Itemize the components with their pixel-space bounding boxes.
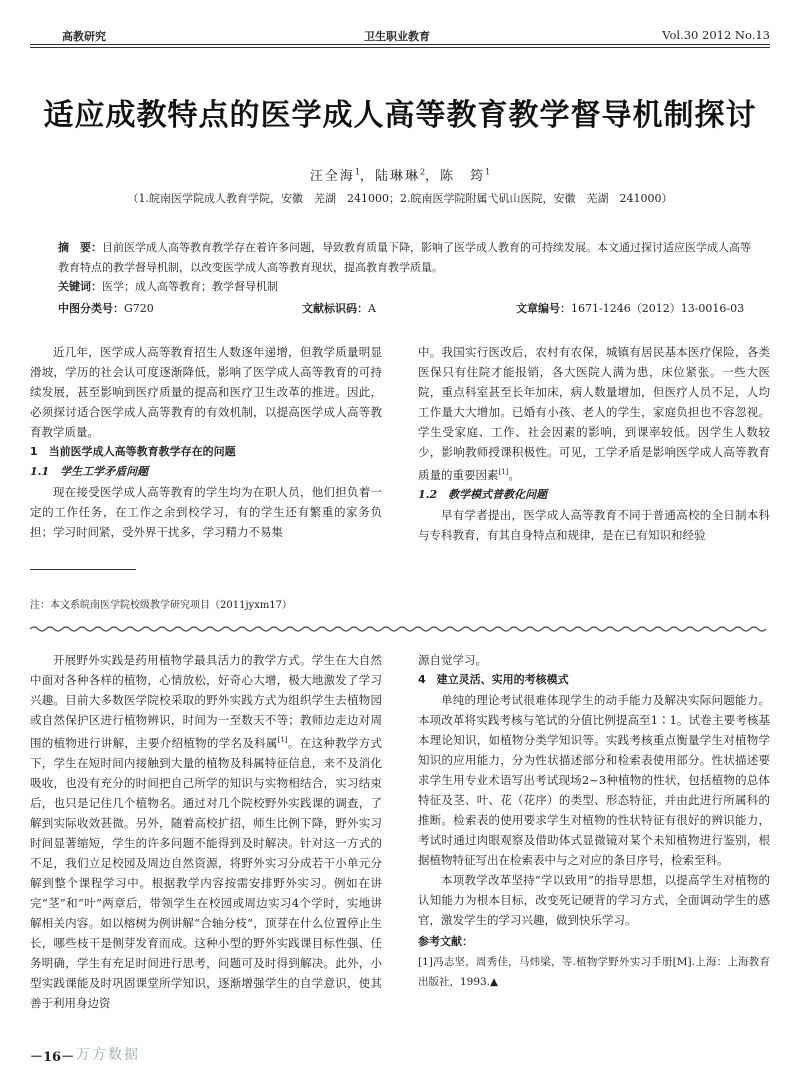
author-line: 汪全海$^1$，陆琳琳$^2$，陈 筠$^1$	[309, 167, 491, 184]
header-section: 高教研究	[62, 30, 106, 43]
page-number: －16－	[30, 1050, 75, 1065]
paragraph: 近几年，医学成人高等教育招生人数逐年递增，但教学质量明显滑坡，学历的社会认可度逐渐降低，影响了医学成人高等教育的可持续发展，甚至影响到医疗质量的提高和医疗卫生改革的推进。因此，必须探讨适合医学成人高等教育的有效机制，以提高医学成人高等教育教学质量。	[30, 345, 382, 439]
lower-right-column	[418, 650, 770, 992]
header-volume: Vol.30 2012 No.13	[662, 28, 770, 42]
citation: [1]	[277, 736, 288, 744]
paragraph-end: 。	[508, 467, 520, 482]
abstract-text: 目前医学成人高等教育教学存在着许多问题，导致教育质量下降，影响了医学成人教育的可持续发展。本文通过探讨适应医学成人高等教育特点的教学督导机制，以改变医学成人高等教育现状，提高教育教学质量。	[58, 241, 751, 274]
paragraph-text: 中。我国实行医改后，农村有农保，城镇有居民基本医疗保险，各类医保只有住院才能报销，各大医院人满为患，床位紧张。一些大医院，重点科室甚至长年加床，病人数量增加，但医疗人员不足，人均工作量大大增加。已婚有小孩、老人的学生，家庭负担也不容忽视。学生受家庭、工作、社会因素的影响，到课率较低。因学生人数较少，影响教师授课积极性。可见，工学矛盾是影响医学成人高等教育质量的重要因素	[418, 345, 770, 482]
doc-value: A	[368, 302, 376, 315]
article-title: 适应成教特点的医学成人高等教育教学督导机制探讨	[43, 98, 757, 133]
author-name: 汪全海	[309, 169, 355, 184]
subsection-heading: 1.1 学生工学矛盾问题	[30, 465, 149, 478]
author-sup: 1	[485, 167, 491, 177]
clc-label: 中图分类号：	[58, 302, 124, 315]
paragraph-text: 。在这种教学方式下，学生在短时间内接触到大量的植物及科属特征信息，来不及消化吸收，也没有充分的时间把自己所学的知识与实物相结合，实习结束后，也只是记住几个植物名。通过对几个院校野外实践课的调查，了解到实际收效甚微。另外，随着高校扩招，师生比例下降，野外实习时间显著缩短，学生的许多问题不能得到及时解决。针对这一方式的不足，我们立足校园及周边自然资源，将野外实习分成若干小单元分解到整个课程学习中。根据教学内容按需安排野外实习。例如在讲完“茎”和“叶”两章后，带领学生在校园或周边实习4个学时，实地讲解相关内容。如以榕树为例讲解“合轴分枝”，顶芽在什么位置停止生长，哪些枝干是侧芽发育而成。这种小型的野外实践课目标性强、任务明确，学生有充足时间进行思考，问题可及时得到解决。此外，小型实践课能及时巩固课堂所学知识，逐渐增强学生的自学意识，使其善于利用身边资	[30, 735, 383, 1010]
author-sup: 1	[354, 167, 360, 177]
abstract	[58, 238, 758, 278]
author-name: 陈 筠	[440, 169, 486, 184]
citation: [1]	[498, 468, 509, 476]
paragraph-text: 开展野外实践是药用植物学最具活力的教学方式。学生在大自然中面对各种各样的植物，心情放松，好奇心大增，极大地激发了学习兴趣。目前大多数医学院校采取的野外实践方式为组织学生去植物园或自然保护区进行植物辨识，时间为一至数天不等；教师边走边对周围的植物进行讲解，主要介绍植物的学名及科属	[30, 653, 382, 750]
clc-value: G720	[124, 302, 154, 315]
keywords-text: 医学；成人高等教育；教学督导机制	[102, 280, 278, 293]
art-label: 文章编号：	[516, 302, 571, 315]
abstract-label: 摘 要：	[58, 241, 102, 254]
watermark: 万方数据	[76, 1047, 140, 1063]
section-heading: 4 建立灵活、实用的考核模式	[418, 673, 569, 686]
paragraph	[418, 342, 770, 485]
page-separator	[30, 624, 770, 634]
art-value: 1671-1246（2012）13-0016-03	[571, 302, 745, 315]
header-rule	[30, 44, 770, 45]
paragraph: 单纯的理论考试很难体现学生的动手能力及解决实际问题能力。本项改革将实践考核与笔试的分值比例提高至1∶1。试卷主要考核基本理论知识，如植物分类学知识等。实践考核重点衡量学生对植物学知识的应用能力，分为性状描述部分和检索表使用部分。性状描述要求学生用专业术语写出考试现场2~3种植物的性状，包括植物的总体特征及茎、叶、花（花序）的类型、形态特征，并由此进行所属科的推断。检索表的使用要求学生对植物的性状特征有很好的辨识能力，考试时通过肉眼观察及借助体式显微镜对某个未知植物进行鉴别，根据植物特征写出在检索表中与之对应的条目序号，检索至科。	[418, 693, 770, 867]
paragraph: 本项教学改革坚持“学以致用”的指导思想，以提高学生对植物的认知能力为根本目标，改变死记硬背的学习方式，全面调动学生的感官，激发学生的学习兴趣，做到快乐学习。	[418, 873, 770, 927]
paragraph: 现在接受医学成人高等教育的学生均为在职人员，他们担负着一定的工作任务，在工作之余到校学习，有的学生还有繁重的家务负担；学习时间紧，受外界干扰多，学习精力不易集	[30, 485, 382, 539]
author-name: 陆琳琳	[374, 169, 420, 184]
references-heading: 参考文献：	[418, 935, 473, 948]
clc-number	[58, 300, 154, 316]
upper-left-column	[30, 342, 382, 542]
header-journal: 卫生职业教育	[364, 30, 430, 43]
paragraph	[30, 650, 382, 1013]
affiliation: （1.皖南医学院成人教育学院，安徽 芜湖 241000；2.皖南医学院附属弋矶山医院，安徽 芜湖 241000）	[127, 192, 673, 205]
footnote-rule	[30, 569, 136, 570]
keywords-label: 关键词：	[58, 280, 102, 293]
keywords	[58, 278, 758, 294]
article-number	[516, 300, 744, 316]
lower-left-column	[30, 650, 382, 1013]
doc-label: 文献标识码：	[302, 302, 368, 315]
subsection-heading: 1.2 教学模式普教化问题	[418, 487, 548, 501]
section-heading: 1 当前医学成人高等教育教学存在的问题	[30, 445, 236, 458]
reference-item: [1]冯志坚，周秀佳，马炜梁，等.植物学野外实习手册[M].上海：上海教育出版社，1993.▲	[418, 956, 770, 988]
footnote: 注：本文系皖南医学院校级教学研究项目（2011jyxm17）	[30, 600, 293, 611]
upper-right-column	[418, 342, 770, 545]
doc-code	[302, 300, 376, 316]
paragraph: 早有学者提出，医学成人高等教育不同于普通高校的全日制本科与专科教育，有其自身特点和规律，是在已有知识和经验	[418, 507, 770, 542]
header-rule-thin	[30, 47, 770, 48]
author-sup: 2	[419, 167, 426, 177]
paragraph: 源自觉学习。	[418, 653, 487, 667]
